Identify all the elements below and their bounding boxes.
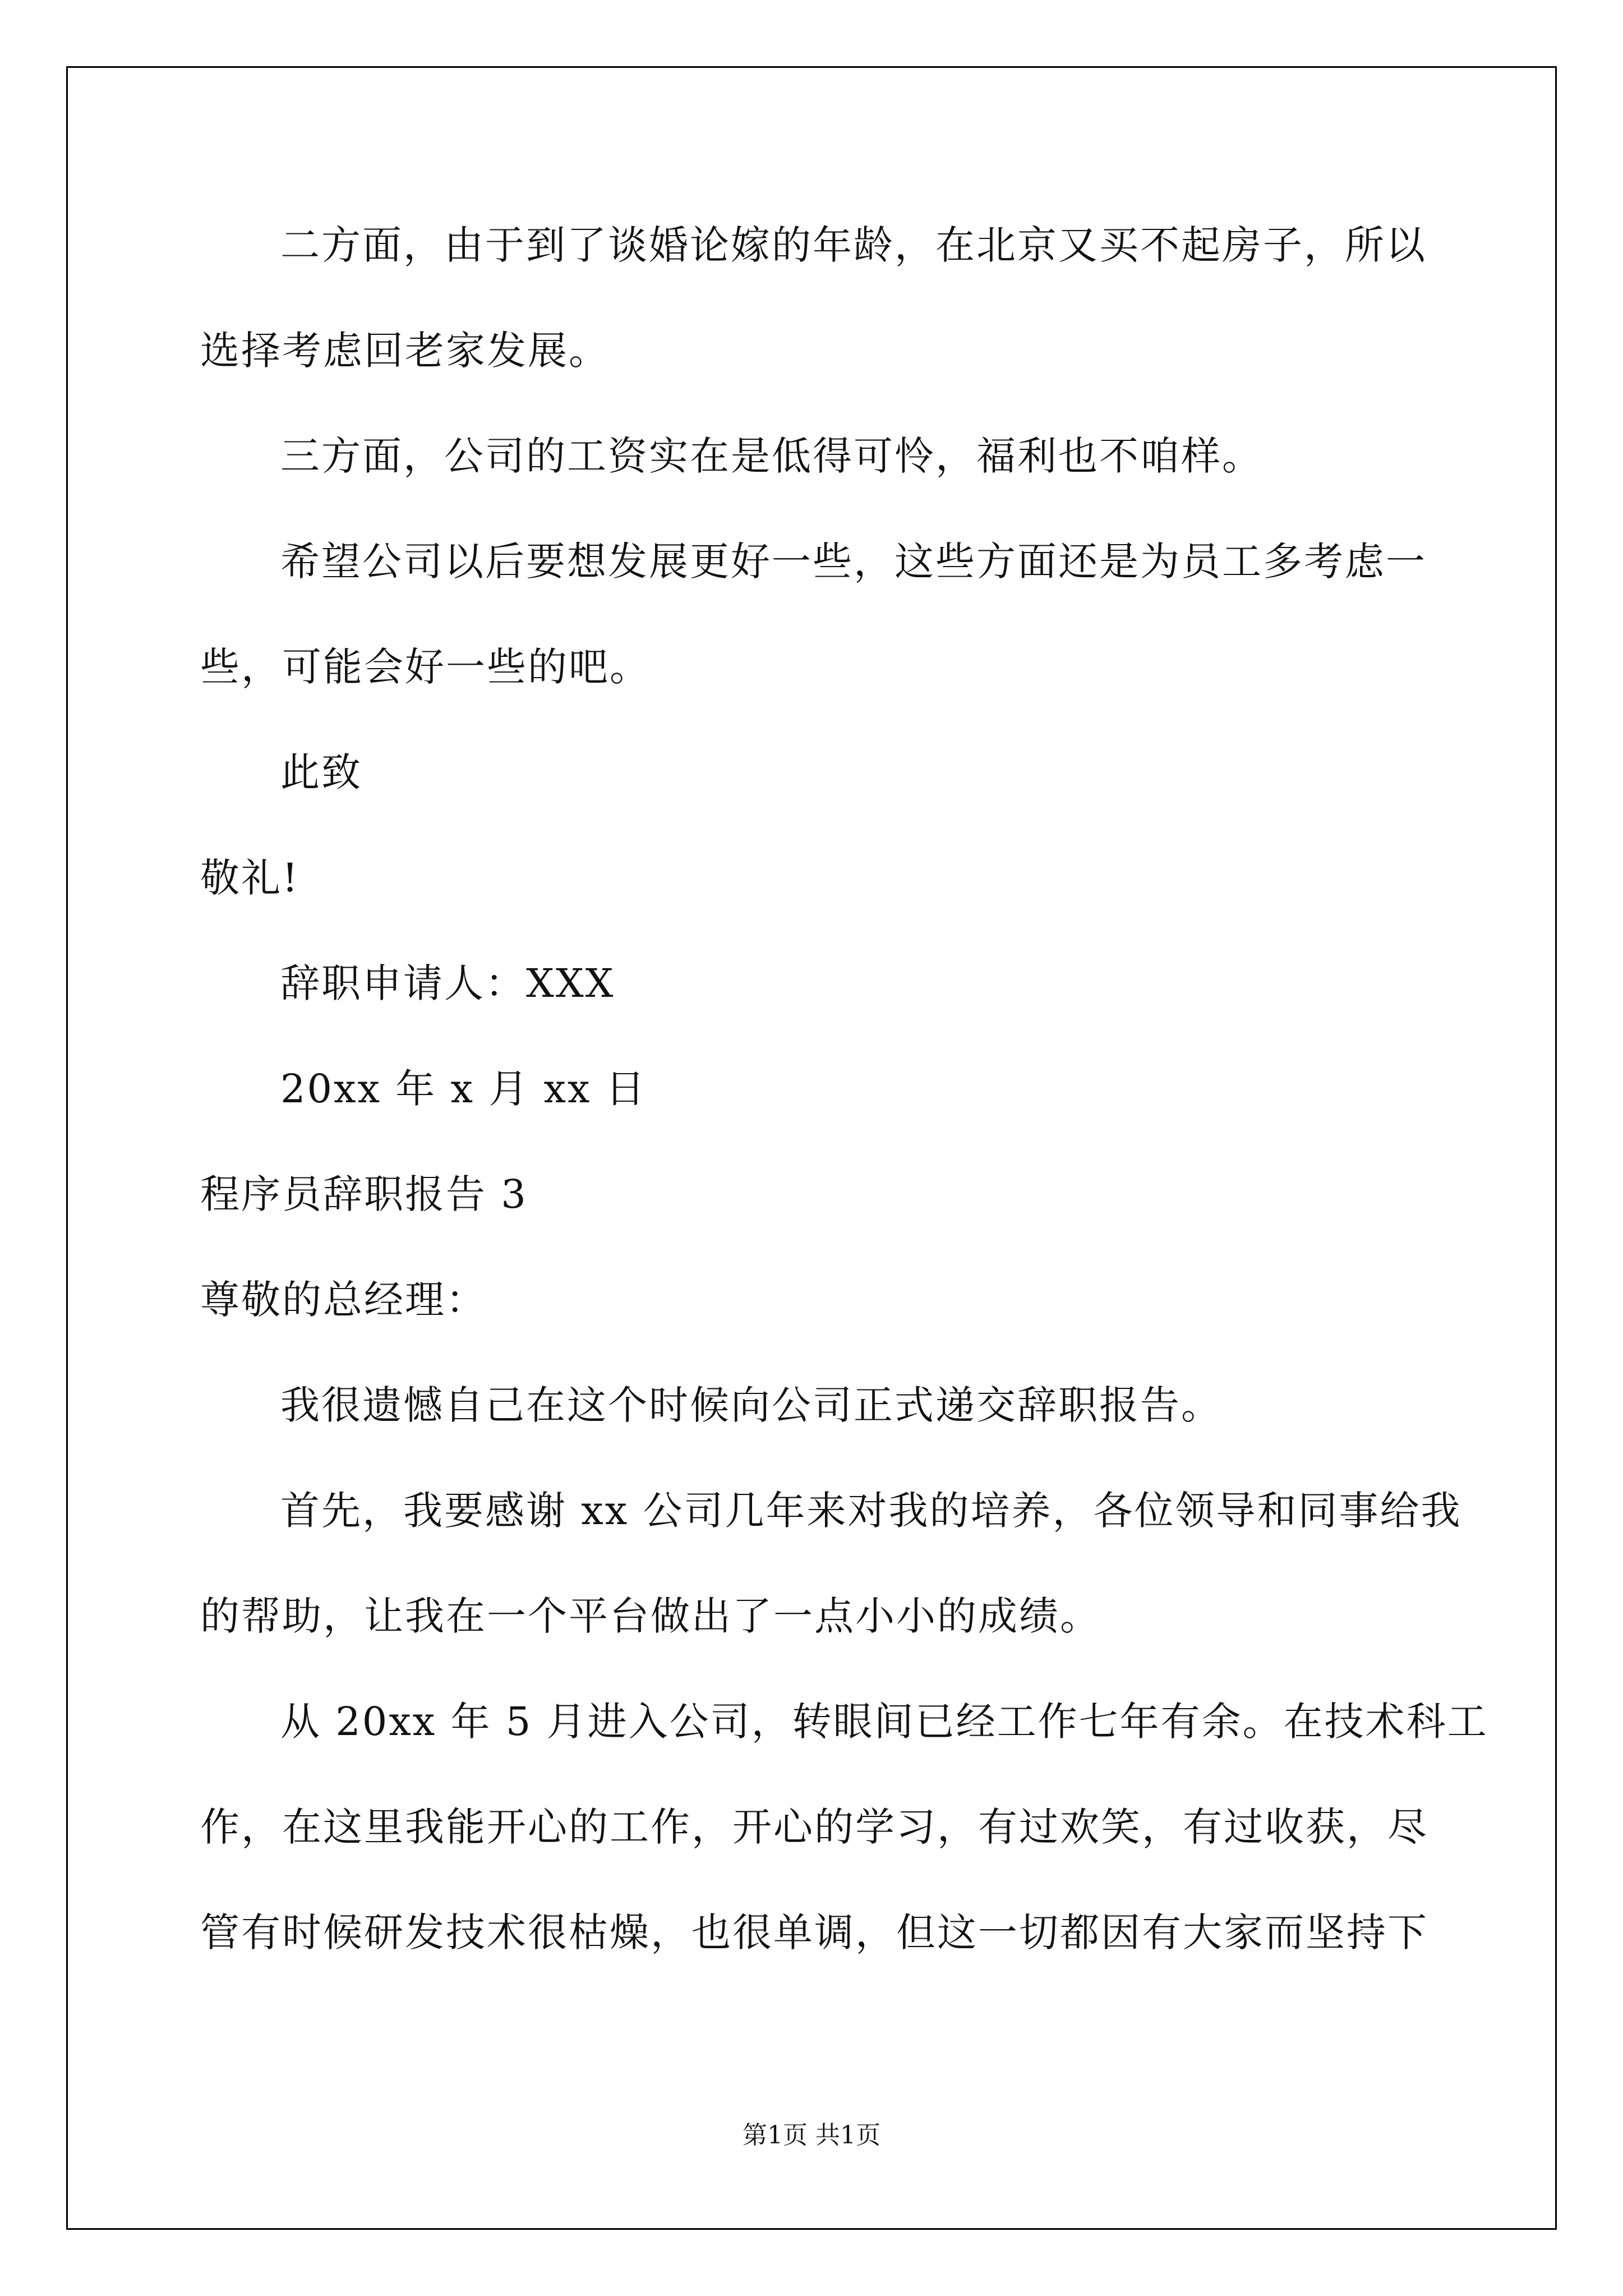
paragraph-line: 管有时候研发技术很枯燥，也很单调，但这一切都因有大家而坚持下 bbox=[200, 1910, 1428, 1955]
paragraph-line: 选择考虑回老家发展。 bbox=[200, 328, 610, 374]
paragraph-line: 些，可能会好一些的吧。 bbox=[200, 644, 651, 690]
page-border bbox=[66, 66, 1557, 2230]
paragraph-line: 我很遗憾自己在这个时候向公司正式递交辞职报告。 bbox=[280, 1382, 1222, 1428]
paragraph-line: 二方面，由于到了谈婚论嫁的年龄，在北京又买不起房子，所以 bbox=[280, 222, 1427, 268]
paragraph-line: 作，在这里我能开心的工作，开心的学习，有过欢笑，有过收获，尽 bbox=[200, 1804, 1428, 1850]
greeting-line: 尊敬的总经理： bbox=[200, 1277, 487, 1323]
paragraph-line: 首先，我要感谢 xx 公司几年来对我的培养，各位领导和同事给我 bbox=[280, 1488, 1462, 1534]
paragraph-line: 的帮助，让我在一个平台做出了一点小小的成绩。 bbox=[200, 1593, 1101, 1639]
section-title: 程序员辞职报告 3 bbox=[200, 1171, 528, 1217]
date-line: 20xx 年 x 月 xx 日 bbox=[280, 1066, 647, 1112]
paragraph-line: 从 20xx 年 5 月进入公司，转眼间已经工作七年有余。在技术科工 bbox=[280, 1699, 1488, 1745]
paragraph-line: 希望公司以后要想发展更好一些，这些方面还是为员工多考虑一 bbox=[280, 539, 1427, 585]
page-footer: 第1页 共1页 bbox=[743, 2121, 880, 2150]
signature-line: 辞职申请人：XXX bbox=[280, 960, 615, 1006]
paragraph-line: 三方面，公司的工资实在是低得可怜，福利也不咱样。 bbox=[280, 433, 1263, 479]
closing-line: 此致 bbox=[280, 749, 362, 795]
salutation-line: 敬礼! bbox=[200, 855, 300, 901]
